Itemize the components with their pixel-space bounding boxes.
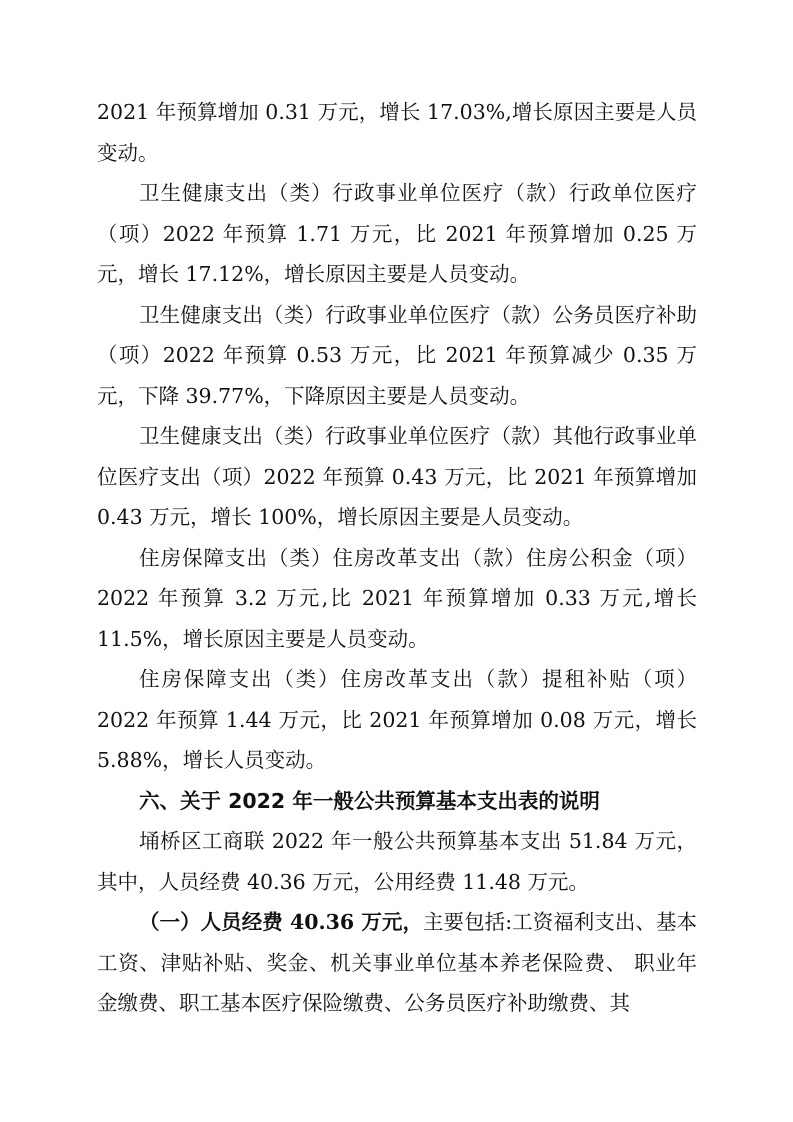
paragraph-rent-subsidy: 住房保障支出（类）住房改革支出（款）提租补贴（项）2022 年预算 1.44 万元，比 2021 年预算增加 0.08 万元，增长 5.88%，增长人员变动。 (97, 667, 697, 772)
section-heading: 六、关于 2022 年一般公共预算基本支出表的说明 (139, 788, 600, 813)
paragraph-other-medical: 卫生健康支出（类）行政事业单位医疗（款）其他行政事业单位医疗支出（项）2022 年预算 0.43 万元，比 2021 年预算增加 0.43 万元，增长 100%，增长原因主要是人员变动。 (97, 424, 697, 529)
paragraph-budget-increase: 2021 年预算增加 0.31 万元，增长 17.03%,增长原因主要是人员变动。 (97, 100, 697, 165)
personnel-lead: （一）人员经费 40.36 万元， (139, 910, 424, 934)
paragraph-civil-servant-medical: 卫生健康支出（类）行政事业单位医疗（款）公务员医疗补助（项）2022 年预算 0.53 万元，比 2021 年预算减少 0.35 万元，下降 39.77%，下降原因主要是人员变动。 (97, 302, 697, 408)
paragraph-housing-fund: 住房保障支出（类）住房改革支出（款）住房公积金（项）2022 年预算 3.2 万元,比 2021 年预算增加 0.33 万元,增长 11.5%，增长原因主要是人员变动。 (97, 545, 697, 651)
paragraph-personnel-expenses (97, 902, 697, 1024)
paragraph-summary: 埇桥区工商联 2022 年一般公共预算基本支出 51.84 万元，其中，人员经费 40.36 万元，公用经费 11.48 万元。 (97, 829, 697, 894)
paragraph-admin-medical: 卫生健康支出（类）行政事业单位医疗（款）行政单位医疗（项）2022 年预算 1.71 万元，比 2021 年预算增加 0.25 万元，增长 17.12%，增长原因主要是人员变动。 (97, 181, 697, 286)
personnel-text: 主要包括:工资福利支出、基本工资、津贴补贴、奖金、机关事业单位基本养老保险费、 职业年金缴费、职工基本医疗保险缴费、公务员医疗补助缴费、其 (97, 910, 698, 1015)
document-page (97, 92, 697, 1024)
